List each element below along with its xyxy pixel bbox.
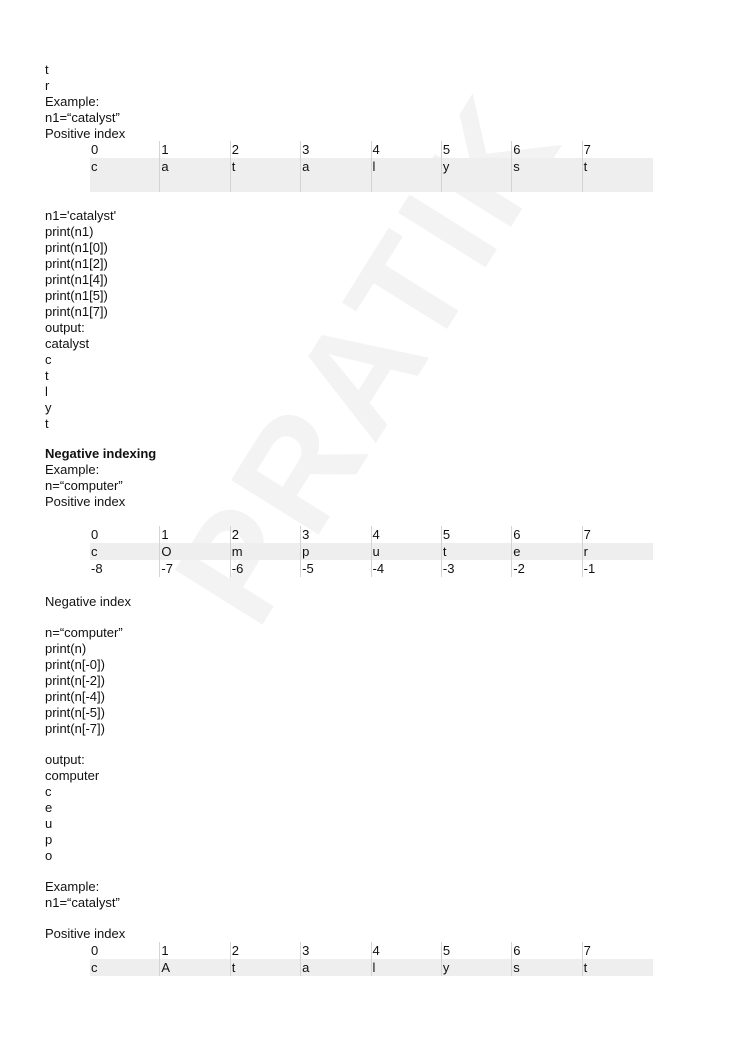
code-line: t [45,368,49,383]
table-cell: a [301,158,371,192]
table-cell: A [160,959,230,976]
code-line: t [45,416,49,431]
code-line: print(n1[2]) [45,256,108,271]
code-line: print(n1[4]) [45,272,108,287]
code-line: output: [45,320,85,335]
table-cell: a [301,959,371,976]
output-line: o [45,848,53,863]
table-cell: m [231,543,301,560]
table-cell: 7 [583,943,591,958]
code-line: print(n[-2]) [45,673,105,688]
code-line: n1='catalyst' [45,208,117,223]
code-block-computer [45,625,123,737]
intro-block [45,62,125,142]
table-cell: -7 [160,560,230,577]
code-line: print(n1) [45,224,94,239]
table-cell: 4 [372,526,442,543]
text-line: Example: [45,879,100,894]
code-line: l [45,384,48,399]
table-cell: 5 [442,141,512,158]
text-line: n1=“catalyst” [45,895,120,910]
text-line: Example: [45,94,100,109]
code-line: print(n[-7]) [45,721,105,736]
negative-index-label-block [45,594,131,610]
table-cell: t [231,959,301,976]
table-cell: -5 [301,560,371,577]
code-line: print(n) [45,641,87,656]
table-cell: s [512,158,582,192]
output-line: p [45,832,53,847]
index-table-catalyst [90,141,653,192]
table-cell: 3 [301,526,371,543]
table-cell: p [301,543,371,560]
table-cell: 2 [231,942,301,959]
table-cell: 3 [301,942,371,959]
table-cell: e [512,543,582,560]
index-row [90,526,653,543]
table-cell: -2 [512,560,582,577]
table-cell: r [583,544,588,559]
table-cell: 2 [231,141,301,158]
table-cell: l [372,959,442,976]
table-cell: 7 [583,527,591,542]
section-heading: Negative indexing [45,446,157,461]
table-cell: 6 [512,942,582,959]
index-table-catalyst-2 [90,942,653,976]
code-line: print(n[-5]) [45,705,105,720]
table-cell: t [231,158,301,192]
table-cell: -4 [372,560,442,577]
table-cell: 1 [160,942,230,959]
table-cell: l [372,158,442,192]
positive-index-label-3 [45,926,125,942]
table-cell: c [90,543,160,560]
text-line: Positive index [45,926,126,941]
char-row [90,959,653,976]
index-row [90,942,653,959]
char-row [90,543,653,560]
code-line: print(n1[0]) [45,240,108,255]
code-line: print(n1[5]) [45,288,108,303]
table-cell: 0 [90,141,160,158]
code-line: print(n[-0]) [45,657,105,672]
text-line: Positive index [45,126,126,141]
code-block-catalyst [45,208,116,432]
output-line: e [45,800,53,815]
output-line: u [45,816,53,831]
table-cell: y [442,158,512,192]
output-line: c [45,784,52,799]
table-cell: c [90,158,160,192]
table-cell: t [583,960,588,975]
table-cell: 2 [231,526,301,543]
text-line: Negative index [45,594,131,609]
table-cell: 1 [160,141,230,158]
char-row [90,158,653,192]
code-line: catalyst [45,336,90,351]
text-line: n=“computer” [45,478,123,493]
table-cell: 0 [90,942,160,959]
example-block-3 [45,879,120,911]
table-cell: y [442,959,512,976]
table-cell: -8 [90,560,160,577]
text-line: Example: [45,462,100,477]
table-cell: 4 [372,942,442,959]
code-line: n=“computer” [45,625,123,640]
table-cell: -6 [231,560,301,577]
table-cell: 7 [583,142,591,157]
text-line: Positive index [45,494,126,509]
code-line: print(n1[7]) [45,304,108,319]
table-cell: 5 [442,526,512,543]
code-line: c [45,352,52,367]
table-cell: 6 [512,141,582,158]
output-block-computer [45,752,99,864]
table-cell: 4 [372,141,442,158]
text-line: t [45,62,49,77]
output-line: output: [45,752,85,767]
text-line: n1=“catalyst” [45,110,120,125]
index-table-computer [90,526,653,577]
output-line: computer [45,768,100,783]
table-cell: a [160,158,230,192]
code-line: print(n[-4]) [45,689,105,704]
table-cell: 1 [160,526,230,543]
negative-indexing-section [45,446,156,510]
table-cell: t [442,543,512,560]
table-cell: u [372,543,442,560]
table-cell: 6 [512,526,582,543]
table-cell: 0 [90,526,160,543]
text-line: r [45,78,50,93]
code-line: y [45,400,52,415]
table-cell: 5 [442,942,512,959]
negative-index-row [90,560,653,577]
table-cell: O [160,543,230,560]
table-cell: -3 [442,560,512,577]
table-cell: c [90,959,160,976]
index-row [90,141,653,158]
table-cell: s [512,959,582,976]
table-cell: t [583,159,588,174]
table-cell: 3 [301,141,371,158]
table-cell: -1 [583,561,596,576]
